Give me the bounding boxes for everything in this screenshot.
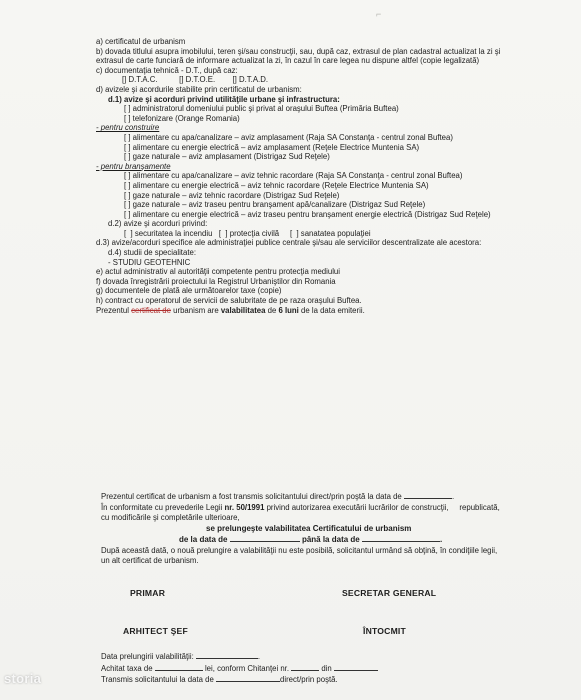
chitanta-number-blank (291, 663, 319, 671)
chitanta-date-blank (334, 663, 378, 671)
constructie-item-2: [ ] gaze naturale – aviz amplasament (Distrigaz Sud Reţele) (124, 152, 330, 162)
conformitate-line-2: cu modificările şi completările ulterioare, (101, 513, 240, 522)
intocmit-label: ÎNTOCMIT (363, 626, 406, 636)
d4-item-geotehnic: - STUDIU GEOTEHNIC (108, 257, 191, 267)
bransamente-item-2: [ ] gaze naturale – aviz tehnic racordare (Distrigaz Sud Reţele) (124, 190, 340, 200)
achitat-taxa-line: Achitat taxa de lei, conform Chitanţei nr. din (101, 663, 481, 675)
list-item-f: f) dovada înregistrării proiectului la Registrul Urbaniştilor din Romania (96, 276, 336, 286)
list-item-c-options: [] D.T.A.C. [] D.T.O.E. [] D.T.A.D. (122, 75, 268, 85)
pana-la-date-blank (362, 534, 440, 542)
list-item-g: g) documentele de plată ale următoarelor taxe (copie) (96, 286, 282, 296)
d1-item-0: [ ] administratorul domeniului public şi privat al oraşului Buftea (Primăria Buftea) (124, 104, 399, 114)
data-prelungirii-line: Data prelungirii valabilităţii: . (101, 652, 261, 661)
storia-watermark: storia (4, 671, 42, 686)
list-item-h: h) contract cu operatorul de servicii de salubritate de pe raza oraşului Buftea. (96, 296, 362, 306)
transmis-solicitant-line: Transmis solicitantului la data de direct/prin poştă. (101, 675, 338, 684)
bransamente-item-3: [ ] gaze naturale – aviz traseu pentru branşament apă/canalizare (Distrigaz Sud Reţele) (124, 200, 426, 210)
prelungire-dates: de la data de până la data de . (179, 535, 443, 544)
de-la-date-blank (230, 534, 300, 542)
dupa-line-1: După această dată, o nouă prelungire a valabilităţii nu este posibilă, solicitantul urmând să obţină, în condiţiile legii, (101, 545, 498, 555)
dupa-line-2: un alt certificat de urbanism. (101, 556, 199, 565)
secretar-general-label: SECRETAR GENERAL (342, 588, 437, 598)
transmis-line: Prezentul certificat de urbanism a fost transmis solicitantului direct/prin poştă la data de . (101, 492, 455, 501)
section-pentru-bransamente: - pentru branşamente (96, 161, 171, 171)
constructie-item-1: [ ] alimentare cu energie electrică – aviz amplasament (Reţele Electrice Muntenia SA) (124, 142, 420, 152)
list-item-a: a) certificatul de urbanism (96, 37, 186, 46)
extension-section (101, 491, 531, 567)
primar-label: PRIMAR (130, 588, 166, 598)
taxa-amount-blank (155, 663, 203, 671)
section-pentru-construire: - pentru construire (96, 123, 160, 133)
list-item-d: d) avizele şi acordurile stabilite prin certificatul de urbanism: (96, 84, 302, 94)
d1-item-1: [ ] telefonizare (Orange Romania) (124, 113, 240, 123)
list-item-d4: d.4) studii de specialitate: (108, 248, 196, 258)
transmis-solicitant-blank (216, 674, 280, 682)
required-documents-list (96, 37, 536, 315)
list-item-b: b) dovada titlului asupra imobilului, teren şi/sau construcţii, sau, după caz, extrasul de plan cadastral actualizat la zi şi extrasul de carte funciară de informare actualizat la zi, în cazul în care legea nu dispune altfel (copie legalizată) (96, 46, 501, 66)
list-item-d1: d.1) avize şi acorduri privind utilităţile urbane şi infrastructura: (108, 94, 340, 104)
corner-mark-icon: ⌐ (376, 9, 382, 19)
constructie-item-0: [ ] alimentare cu apa/canalizare – aviz amplasament (Raja SA Constanţa - centrul zonal Buftea) (124, 132, 453, 142)
data-prelungirii-blank (196, 651, 258, 659)
bransamente-item-1: [ ] alimentare cu energie electrică – aviz tehnic racordare (Reţele Electrice Muntenia SA) (124, 180, 429, 190)
d2-items: [ ] securitatea la incendiu [ ] protecţia civilă [ ] sanatatea populaţiei (124, 228, 371, 238)
list-item-c: c) documentaţia tehnică - D.T., după caz: (96, 65, 238, 75)
list-item-d2: d.2) avize şi acorduri privind: (108, 219, 208, 229)
bransamente-item-4: [ ] alimentare cu energie electrică – aviz traseu pentru branşament energie electrică (Distrigaz Sud Reţele) (124, 209, 491, 219)
list-item-d3: d.3) avize/acorduri specifice ale administraţiei publice centrale şi/sau ale serviciilor descentralizate ale acestora: (96, 238, 482, 248)
transmis-date-blank (404, 491, 452, 499)
prelungeste-heading: se prelungeşte valabilitatea Certificatului de urbanism (206, 523, 412, 533)
conformitate-line: În conformitate cu prevederile Legii nr. 50/1991 privind autorizarea executării lucrărilor de construcţii, republicată, (101, 502, 500, 512)
list-item-e: e) actul administrativ al autorităţii competente pentru protecţia mediului (96, 267, 340, 277)
validity-statement: Prezentul certificat de urbanism are valabilitatea de 6 luni de la data emiterii. (96, 305, 365, 315)
arhitect-sef-label: ARHITECT ŞEF (123, 626, 188, 636)
administrative-lines (101, 651, 481, 686)
bransamente-item-0: [ ] alimentare cu apa/canalizare – aviz tehnic racordare (Raja SA Constanţa - centrul zonal Buftea) (124, 171, 463, 181)
